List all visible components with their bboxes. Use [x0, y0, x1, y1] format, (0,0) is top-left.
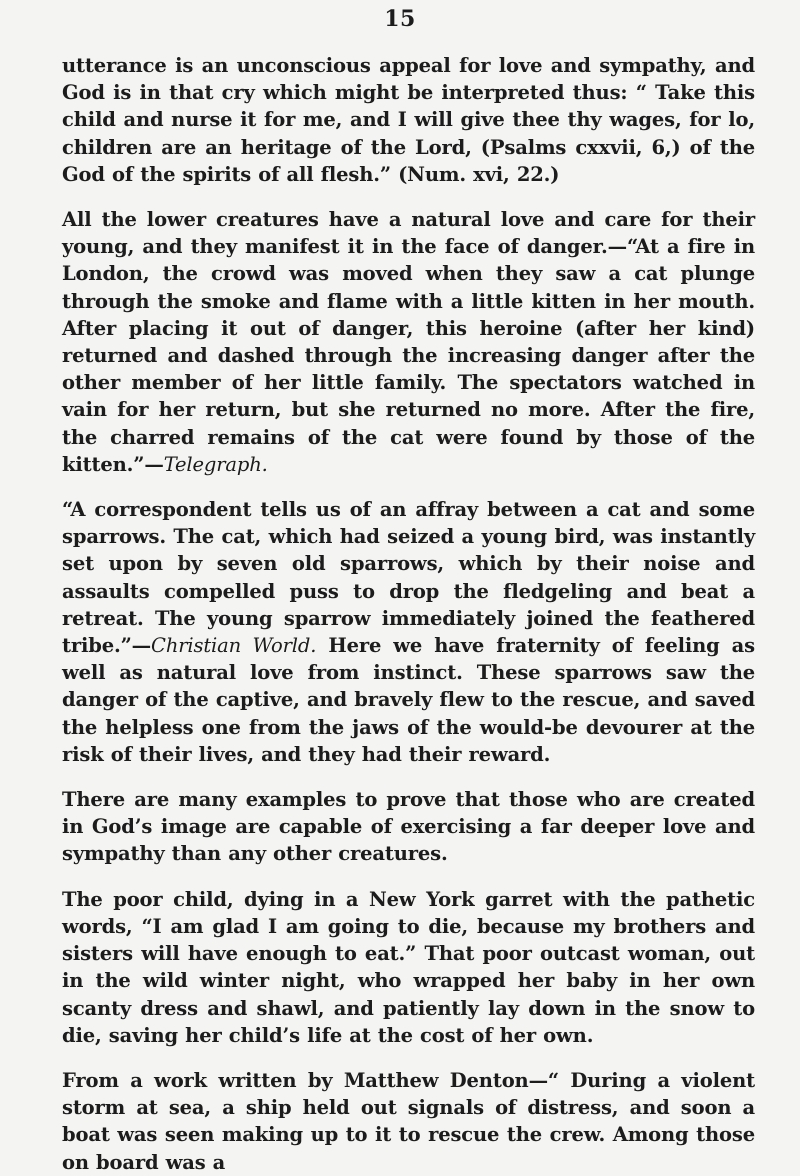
citation-telegraph: Telegraph. — [163, 452, 268, 476]
citation-christian-world: Christian World. — [151, 634, 317, 658]
paragraph-5 — [62, 886, 755, 1049]
paragraph-3 — [62, 496, 755, 768]
paragraph-3-continuation: Here we have fraternity of feeling as well as natural love from instinct. These sparrows saw the danger of the captive, and bravely flew to the rescue, and saved the helpless one from the jaws of the would-be devourer at the risk of their lives, and they had their reward. — [62, 634, 755, 766]
paragraph-3-text: “A correspondent tells us of an affray between a cat and some sparrows. The cat, which had seized a young bird, was instantly set upon by seven old sparrows, which by their noise and assaults compelled puss to drop the fledgeling and beat a retreat. The young sparrow immediately joined the feathered tribe.”— — [62, 498, 755, 658]
page-body — [62, 52, 755, 1176]
paragraph-6-text: From a work written by Matthew Denton—“ During a violent storm at sea, a ship held out signals of distress, and soon a boat was seen making up to it to rescue the crew. Among those on board was a — [62, 1068, 755, 1174]
paragraph-4 — [62, 786, 755, 868]
paragraph-1-text: utterance is an unconscious appeal for love and sympathy, and God is in that cry which might be interpreted thus: “ Take this child and nurse it for me, and I will give thee thy wages, for lo, children are an heritage of the Lord, (Psalms cxxvii, 6,) of the God of the spirits of all flesh.” (Num. xvi, 22.) — [62, 54, 755, 186]
paragraph-2 — [62, 206, 755, 478]
paragraph-6 — [62, 1067, 755, 1176]
paragraph-5-text: The poor child, dying in a New York garret with the pathetic words, “I am glad I am going to die, because my brothers and sisters will have enough to eat.” That poor outcast woman, out in the wild winter night, who wrapped her baby in her own scanty dress and shawl, and patiently lay down in the snow to die, saving her child’s life at the cost of her own. — [62, 887, 755, 1047]
paragraph-1 — [62, 52, 755, 188]
paragraph-2-text: All the lower creatures have a natural love and care for their young, and they manifest it in the face of danger.—“At a fire in London, the crowd was moved when they saw a cat plunge through the smoke and flame with a little kitten in her mouth. After placing it out of danger, this heroine (after her kind) returned and dashed through the increasing danger after the other member of her little family. The spectators watched in vain for her return, but she returned no more. After the fire, the charred remains of the cat were found by those of the kitten.”— — [62, 208, 755, 476]
paragraph-4-text: There are many examples to prove that those who are created in God’s image are capable of exercising a far deeper love and sympathy than any other creatures. — [62, 788, 755, 866]
page-number: 15 — [384, 6, 416, 32]
